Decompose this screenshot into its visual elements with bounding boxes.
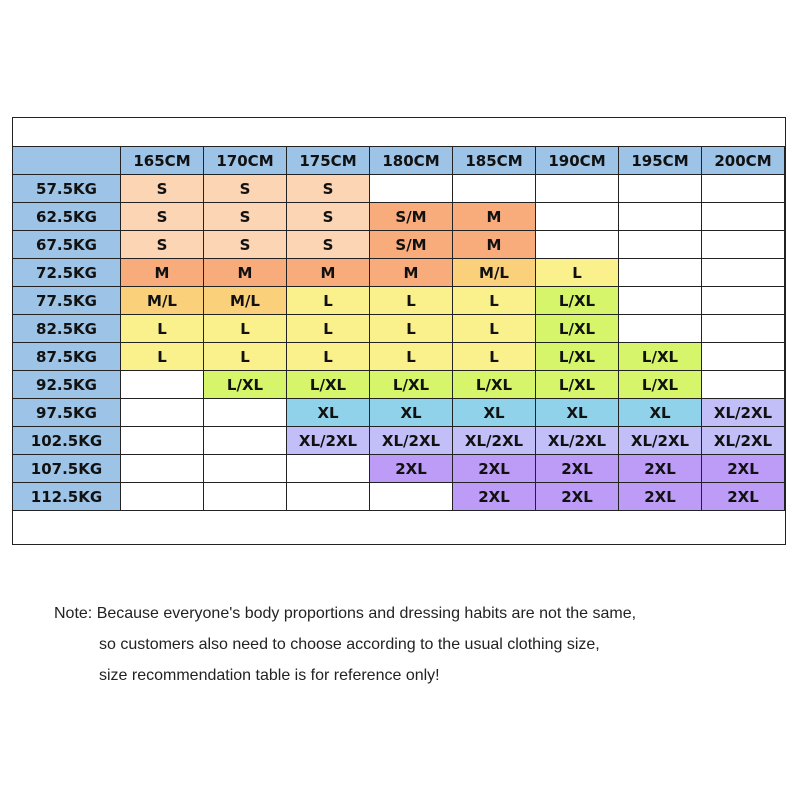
size-cell bbox=[702, 231, 785, 259]
size-cell bbox=[702, 315, 785, 343]
size-cell: L bbox=[121, 343, 204, 371]
table-body bbox=[13, 175, 785, 511]
size-cell bbox=[702, 203, 785, 231]
size-cell: M bbox=[287, 259, 370, 287]
size-cell bbox=[370, 175, 453, 203]
size-cell bbox=[287, 455, 370, 483]
weight-header: 82.5KG bbox=[13, 315, 121, 343]
size-cell: 2XL bbox=[702, 483, 785, 511]
size-cell: L bbox=[536, 259, 619, 287]
size-cell: S bbox=[121, 175, 204, 203]
size-cell bbox=[121, 455, 204, 483]
size-cell: S/M bbox=[370, 231, 453, 259]
weight-header: 102.5KG bbox=[13, 427, 121, 455]
size-cell: L bbox=[287, 287, 370, 315]
size-cell: M bbox=[121, 259, 204, 287]
size-cell: 2XL bbox=[536, 483, 619, 511]
size-cell bbox=[619, 287, 702, 315]
size-cell bbox=[702, 259, 785, 287]
table-row bbox=[13, 343, 785, 371]
size-cell: S bbox=[204, 175, 287, 203]
size-cell: L bbox=[453, 315, 536, 343]
size-cell bbox=[702, 343, 785, 371]
size-cell: XL/2XL bbox=[536, 427, 619, 455]
size-cell: XL bbox=[370, 399, 453, 427]
table-row bbox=[13, 483, 785, 511]
table-row bbox=[13, 259, 785, 287]
corner-cell bbox=[13, 147, 121, 175]
size-cell: 2XL bbox=[453, 455, 536, 483]
table-row bbox=[13, 231, 785, 259]
size-cell: XL bbox=[619, 399, 702, 427]
size-cell: L/XL bbox=[204, 371, 287, 399]
weight-header: 62.5KG bbox=[13, 203, 121, 231]
size-cell bbox=[121, 371, 204, 399]
size-cell bbox=[121, 483, 204, 511]
size-cell bbox=[619, 231, 702, 259]
size-cell: M bbox=[204, 259, 287, 287]
size-cell bbox=[536, 175, 619, 203]
size-cell: 2XL bbox=[619, 455, 702, 483]
table-row bbox=[13, 175, 785, 203]
size-cell: S/M bbox=[370, 203, 453, 231]
size-cell: S bbox=[287, 231, 370, 259]
size-cell bbox=[204, 427, 287, 455]
height-header: 170CM bbox=[204, 147, 287, 175]
size-cell: 2XL bbox=[370, 455, 453, 483]
size-cell bbox=[619, 203, 702, 231]
height-header: 185CM bbox=[453, 147, 536, 175]
size-cell bbox=[121, 399, 204, 427]
size-cell: 2XL bbox=[536, 455, 619, 483]
size-cell: L/XL bbox=[619, 371, 702, 399]
size-cell: XL bbox=[287, 399, 370, 427]
size-recommendation-table bbox=[12, 146, 785, 511]
size-cell: L bbox=[370, 315, 453, 343]
weight-header: 107.5KG bbox=[13, 455, 121, 483]
weight-header: 87.5KG bbox=[13, 343, 121, 371]
size-cell bbox=[204, 455, 287, 483]
size-cell: M/L bbox=[453, 259, 536, 287]
size-cell: L bbox=[370, 287, 453, 315]
size-cell: L/XL bbox=[619, 343, 702, 371]
weight-header: 92.5KG bbox=[13, 371, 121, 399]
table-row bbox=[13, 287, 785, 315]
size-cell: S bbox=[121, 203, 204, 231]
size-cell bbox=[204, 399, 287, 427]
table-row bbox=[13, 371, 785, 399]
size-cell: 2XL bbox=[453, 483, 536, 511]
height-header: 175CM bbox=[287, 147, 370, 175]
table-row bbox=[13, 427, 785, 455]
size-cell: XL/2XL bbox=[287, 427, 370, 455]
weight-header: 97.5KG bbox=[13, 399, 121, 427]
size-cell: XL/2XL bbox=[702, 427, 785, 455]
table-row bbox=[13, 315, 785, 343]
size-cell: L/XL bbox=[453, 371, 536, 399]
size-cell: S bbox=[121, 231, 204, 259]
size-cell: L bbox=[121, 315, 204, 343]
height-header-row bbox=[13, 147, 785, 175]
size-cell: S bbox=[287, 203, 370, 231]
height-header: 165CM bbox=[121, 147, 204, 175]
size-cell: L/XL bbox=[536, 371, 619, 399]
size-cell bbox=[453, 175, 536, 203]
size-cell: M/L bbox=[204, 287, 287, 315]
size-cell: M bbox=[370, 259, 453, 287]
size-cell: L/XL bbox=[536, 287, 619, 315]
size-cell: XL bbox=[536, 399, 619, 427]
size-cell: 2XL bbox=[702, 455, 785, 483]
size-cell: S bbox=[204, 203, 287, 231]
size-cell bbox=[702, 371, 785, 399]
size-cell: XL/2XL bbox=[453, 427, 536, 455]
weight-header: 112.5KG bbox=[13, 483, 121, 511]
size-note bbox=[54, 598, 636, 691]
size-cell: L bbox=[453, 343, 536, 371]
size-cell: 2XL bbox=[619, 483, 702, 511]
size-cell: L bbox=[453, 287, 536, 315]
size-cell: L/XL bbox=[536, 315, 619, 343]
size-cell: S bbox=[287, 175, 370, 203]
size-cell bbox=[370, 483, 453, 511]
size-cell bbox=[287, 483, 370, 511]
size-cell: XL/2XL bbox=[702, 399, 785, 427]
size-cell: XL/2XL bbox=[370, 427, 453, 455]
size-cell bbox=[702, 175, 785, 203]
weight-header: 57.5KG bbox=[13, 175, 121, 203]
size-cell: S bbox=[204, 231, 287, 259]
size-cell bbox=[619, 259, 702, 287]
table-row bbox=[13, 399, 785, 427]
size-cell: XL/2XL bbox=[619, 427, 702, 455]
height-header: 190CM bbox=[536, 147, 619, 175]
note-line-1: Note: Because everyone's body proportions and dressing habits are not the same, bbox=[54, 605, 637, 622]
note-line-3: size recommendation table is for reference only! bbox=[99, 667, 440, 684]
size-cell: L bbox=[204, 343, 287, 371]
size-cell bbox=[619, 175, 702, 203]
size-cell: L/XL bbox=[370, 371, 453, 399]
size-cell bbox=[536, 203, 619, 231]
size-cell bbox=[702, 287, 785, 315]
height-header: 200CM bbox=[702, 147, 785, 175]
weight-header: 77.5KG bbox=[13, 287, 121, 315]
height-header: 195CM bbox=[619, 147, 702, 175]
size-cell: XL bbox=[453, 399, 536, 427]
height-header: 180CM bbox=[370, 147, 453, 175]
size-cell: M/L bbox=[121, 287, 204, 315]
size-cell: L bbox=[204, 315, 287, 343]
size-cell bbox=[536, 231, 619, 259]
size-cell: L bbox=[370, 343, 453, 371]
weight-header: 67.5KG bbox=[13, 231, 121, 259]
size-cell bbox=[204, 483, 287, 511]
weight-header: 72.5KG bbox=[13, 259, 121, 287]
note-line-2: so customers also need to choose according to the usual clothing size, bbox=[99, 636, 600, 653]
size-cell: L bbox=[287, 343, 370, 371]
size-cell bbox=[121, 427, 204, 455]
table-row bbox=[13, 203, 785, 231]
table-row bbox=[13, 455, 785, 483]
size-cell bbox=[619, 315, 702, 343]
size-cell: L/XL bbox=[536, 343, 619, 371]
size-cell: L/XL bbox=[287, 371, 370, 399]
size-cell: M bbox=[453, 203, 536, 231]
size-cell: L bbox=[287, 315, 370, 343]
size-cell: M bbox=[453, 231, 536, 259]
